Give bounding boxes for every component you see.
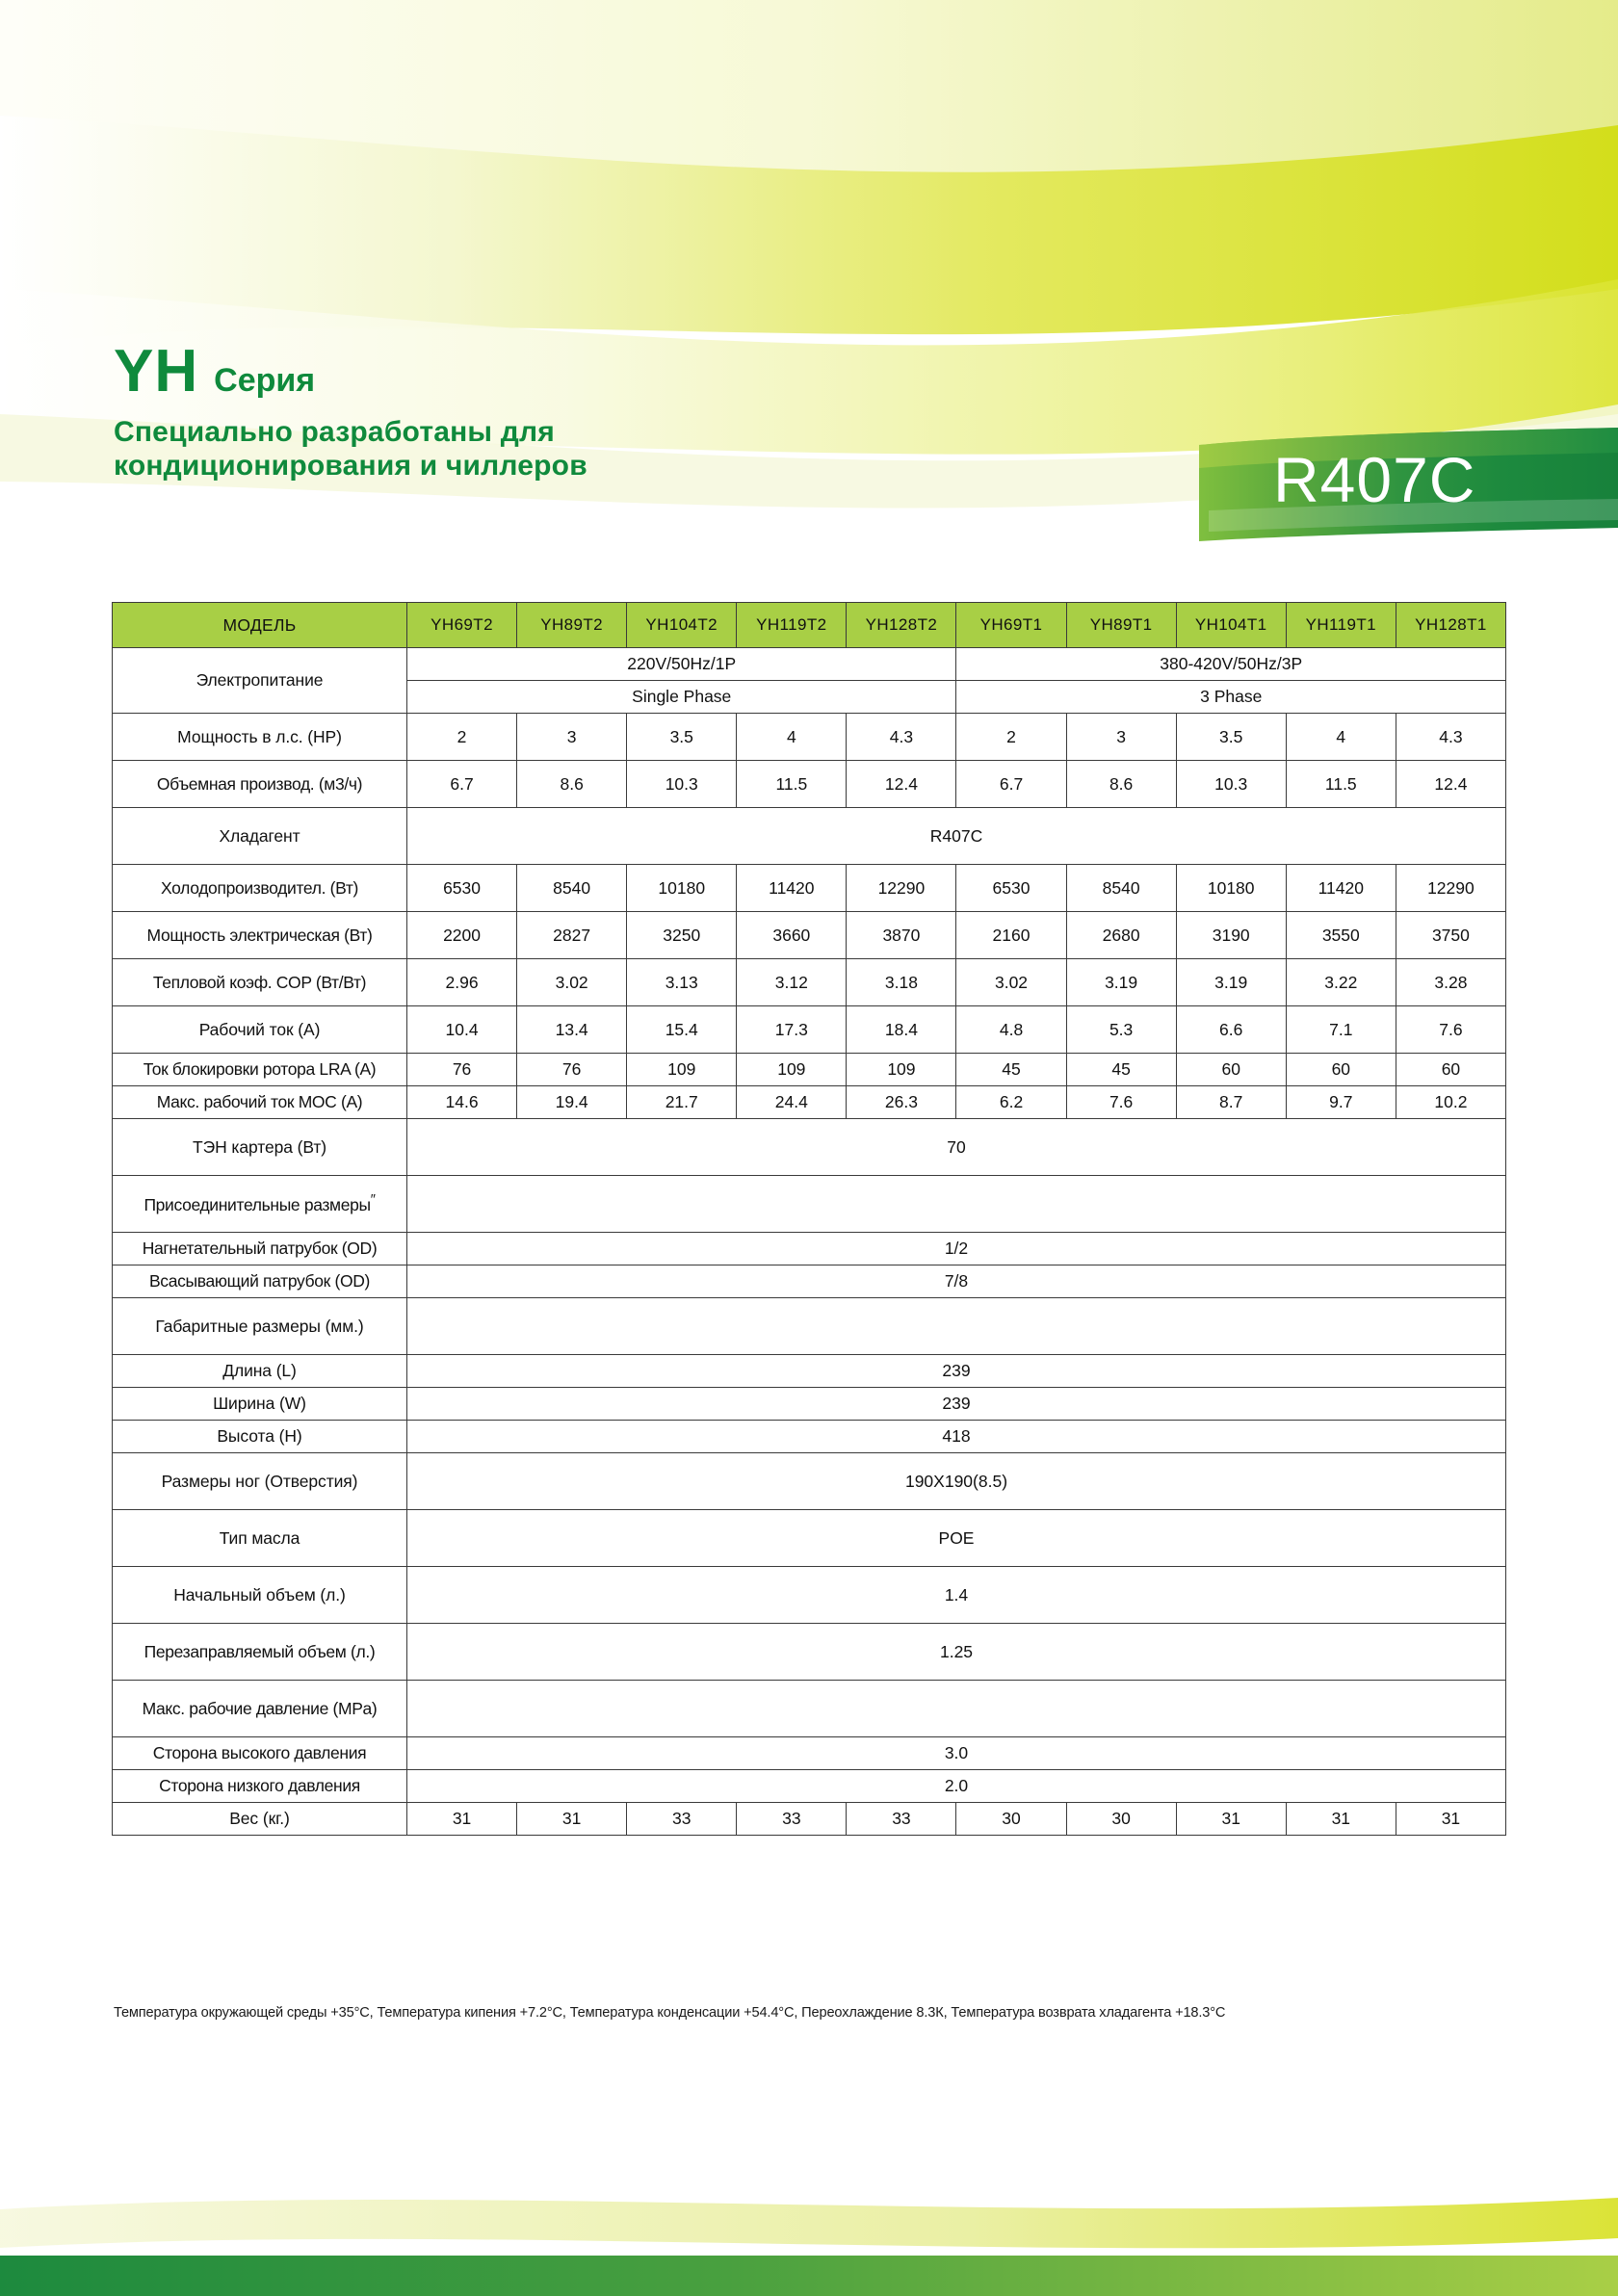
row-label: Мощность в л.с. (HP) [113, 714, 407, 761]
power-supply-single-phase-label: Single Phase [407, 681, 956, 714]
table-row [113, 1265, 1506, 1298]
row-merged-value: 2.0 [407, 1770, 1506, 1803]
row-value: 6.6 [1176, 1006, 1286, 1054]
row-value: 17.3 [737, 1006, 847, 1054]
row-label: Рабочий ток (А) [113, 1006, 407, 1054]
specification-table [112, 602, 1506, 1836]
table-header-row [113, 603, 1506, 648]
row-value: 12.4 [847, 761, 956, 808]
row-value: 31 [1176, 1803, 1286, 1836]
row-value: 4 [1286, 714, 1396, 761]
tagline [114, 415, 980, 483]
row-merged-value: 1.25 [407, 1624, 1506, 1681]
row-value: 4.3 [1396, 714, 1505, 761]
tagline-line-2: кондиционирования и чиллеров [114, 450, 587, 483]
row-value: 6.7 [407, 761, 517, 808]
row-label: Размеры ног (Отверстия) [113, 1453, 407, 1510]
row-label: Макс. рабочий ток MOC (A) [113, 1086, 407, 1119]
table-row [113, 1453, 1506, 1510]
row-merged-value: 418 [407, 1421, 1506, 1453]
row-value: 3.02 [517, 959, 627, 1006]
row-value: 10180 [627, 865, 737, 912]
row-value: 3.5 [1176, 714, 1286, 761]
column-header-model-0: YH69T2 [407, 603, 517, 648]
row-label: Присоединительные размеры″ [113, 1176, 407, 1233]
row-value: 3 [517, 714, 627, 761]
column-header-model: МОДЕЛЬ [113, 603, 407, 648]
row-merged-value [407, 1681, 1506, 1737]
row-label: Высота (H) [113, 1421, 407, 1453]
table-row [113, 1803, 1506, 1836]
row-value: 6530 [956, 865, 1066, 912]
row-value: 7.6 [1066, 1086, 1176, 1119]
row-merged-value: POE [407, 1510, 1506, 1567]
row-value: 26.3 [847, 1086, 956, 1119]
row-value: 2200 [407, 912, 517, 959]
row-label: Нагнетательный патрубок (OD) [113, 1233, 407, 1265]
table-row [113, 1567, 1506, 1624]
row-value: 7.6 [1396, 1006, 1505, 1054]
table-head [113, 603, 1506, 648]
row-value: 45 [956, 1054, 1066, 1086]
refrigerant-badge [1223, 435, 1618, 536]
conditions-footnote: Температура окружающей среды +35°C, Температура кипения +7.2°C, Температура конденсации +54.4°C, Переохлаждение 8.3К, Температура возврата хладагента +18.3°C [114, 2005, 1226, 2021]
table-row [113, 1737, 1506, 1770]
column-header-model-5: YH69T1 [956, 603, 1066, 648]
table-row [113, 1510, 1506, 1567]
row-value: 24.4 [737, 1086, 847, 1119]
row-value: 10.3 [1176, 761, 1286, 808]
row-value: 8.7 [1176, 1086, 1286, 1119]
row-value: 13.4 [517, 1006, 627, 1054]
table-row [113, 1233, 1506, 1265]
table-row [113, 1624, 1506, 1681]
table-row [113, 959, 1506, 1006]
row-label: Объемная производ. (м3/ч) [113, 761, 407, 808]
row-value: 2 [956, 714, 1066, 761]
row-value: 5.3 [1066, 1006, 1176, 1054]
masthead [114, 338, 980, 483]
table-row [113, 1006, 1506, 1054]
table-row [113, 1119, 1506, 1176]
specification-table-wrapper [112, 602, 1506, 1836]
row-value: 109 [737, 1054, 847, 1086]
tagline-line-1: Специально разработаны для [114, 416, 555, 448]
column-header-model-4: YH128T2 [847, 603, 956, 648]
row-label: Габаритные размеры (мм.) [113, 1298, 407, 1355]
row-value: 3190 [1176, 912, 1286, 959]
row-value: 8540 [517, 865, 627, 912]
row-merged-value [407, 1176, 1506, 1233]
row-merged-value: 1.4 [407, 1567, 1506, 1624]
row-value: 6.7 [956, 761, 1066, 808]
row-value: 31 [517, 1803, 627, 1836]
row-label: Ток блокировки ротора LRA (A) [113, 1054, 407, 1086]
row-value: 3660 [737, 912, 847, 959]
row-value: 3.12 [737, 959, 847, 1006]
row-value: 109 [847, 1054, 956, 1086]
table-row [113, 1421, 1506, 1453]
row-label: Холодопроизводител. (Вт) [113, 865, 407, 912]
column-header-model-1: YH89T2 [517, 603, 627, 648]
row-value: 7.1 [1286, 1006, 1396, 1054]
row-merged-value: R407C [407, 808, 1506, 865]
row-value: 8.6 [1066, 761, 1176, 808]
row-value: 2.96 [407, 959, 517, 1006]
table-row [113, 1054, 1506, 1086]
row-label: Вес (кг.) [113, 1803, 407, 1836]
table-row [113, 1681, 1506, 1737]
row-merged-value: 1/2 [407, 1233, 1506, 1265]
row-value: 15.4 [627, 1006, 737, 1054]
row-value: 3.02 [956, 959, 1066, 1006]
row-label: Сторона высокого давления [113, 1737, 407, 1770]
row-value: 3870 [847, 912, 956, 959]
row-value: 2160 [956, 912, 1066, 959]
row-label: Всасывающий патрубок (OD) [113, 1265, 407, 1298]
table-row [113, 714, 1506, 761]
row-value: 11.5 [1286, 761, 1396, 808]
row-label: Хладагент [113, 808, 407, 865]
inch-mark: ″ [370, 1192, 376, 1209]
table-row [113, 1298, 1506, 1355]
row-value: 12.4 [1396, 761, 1505, 808]
table-row [113, 808, 1506, 865]
row-value: 10180 [1176, 865, 1286, 912]
row-value: 9.7 [1286, 1086, 1396, 1119]
table-row [113, 1176, 1506, 1233]
row-value: 4.8 [956, 1006, 1066, 1054]
table-row [113, 912, 1506, 959]
table-row [113, 1355, 1506, 1388]
row-value: 30 [1066, 1803, 1176, 1836]
row-value: 60 [1396, 1054, 1505, 1086]
row-value: 18.4 [847, 1006, 956, 1054]
row-label: Электропитание [113, 648, 407, 714]
row-value: 33 [627, 1803, 737, 1836]
row-value: 30 [956, 1803, 1066, 1836]
row-value: 60 [1286, 1054, 1396, 1086]
table-body [113, 648, 1506, 1836]
row-value: 3.18 [847, 959, 956, 1006]
row-value: 2 [407, 714, 517, 761]
row-merged-value: 3.0 [407, 1737, 1506, 1770]
row-value: 11.5 [737, 761, 847, 808]
row-value: 33 [847, 1803, 956, 1836]
table-row [113, 1388, 1506, 1421]
row-value: 31 [1286, 1803, 1396, 1836]
row-value: 3.5 [627, 714, 737, 761]
row-value: 12290 [1396, 865, 1505, 912]
column-header-model-3: YH119T2 [737, 603, 847, 648]
row-value: 76 [407, 1054, 517, 1086]
row-value: 76 [517, 1054, 627, 1086]
row-value: 6530 [407, 865, 517, 912]
table-row [113, 865, 1506, 912]
row-value: 31 [1396, 1803, 1505, 1836]
row-label: Ширина (W) [113, 1388, 407, 1421]
column-header-model-2: YH104T2 [627, 603, 737, 648]
row-merged-value: 239 [407, 1388, 1506, 1421]
row-label: ТЭН картера (Вт) [113, 1119, 407, 1176]
brand-line [114, 338, 980, 404]
row-value: 109 [627, 1054, 737, 1086]
row-label: Тепловой коэф. COP (Вт/Вт) [113, 959, 407, 1006]
column-header-model-9: YH128T1 [1396, 603, 1505, 648]
row-merged-value: 190X190(8.5) [407, 1453, 1506, 1510]
row-value: 3.19 [1176, 959, 1286, 1006]
column-header-model-6: YH89T1 [1066, 603, 1176, 648]
row-label: Макс. рабочие давление (MPa) [113, 1681, 407, 1737]
row-value: 3750 [1396, 912, 1505, 959]
row-value: 3250 [627, 912, 737, 959]
row-label: Перезаправляемый объем (л.) [113, 1624, 407, 1681]
row-value: 4.3 [847, 714, 956, 761]
row-merged-value: 70 [407, 1119, 1506, 1176]
power-supply-three-phase-label: 3 Phase [956, 681, 1506, 714]
table-row [113, 1086, 1506, 1119]
row-merged-value [407, 1298, 1506, 1355]
table-row [113, 648, 1506, 681]
row-value: 45 [1066, 1054, 1176, 1086]
row-value: 2827 [517, 912, 627, 959]
footer-decoration [0, 2171, 1618, 2296]
row-value: 3550 [1286, 912, 1396, 959]
row-value: 10.3 [627, 761, 737, 808]
row-value: 3.22 [1286, 959, 1396, 1006]
row-value: 6.2 [956, 1086, 1066, 1119]
row-value: 4 [737, 714, 847, 761]
row-label: Тип масла [113, 1510, 407, 1567]
row-value: 10.2 [1396, 1086, 1505, 1119]
power-supply-three-phase-voltage: 380-420V/50Hz/3P [956, 648, 1506, 681]
row-value: 60 [1176, 1054, 1286, 1086]
row-label: Начальный объем (л.) [113, 1567, 407, 1624]
column-header-model-8: YH119T1 [1286, 603, 1396, 648]
row-value: 19.4 [517, 1086, 627, 1119]
row-value: 8.6 [517, 761, 627, 808]
row-value: 31 [407, 1803, 517, 1836]
row-value: 3 [1066, 714, 1176, 761]
row-merged-value: 7/8 [407, 1265, 1506, 1298]
brand-series-label: Серия [214, 362, 316, 399]
row-label: Мощность электрическая (Вт) [113, 912, 407, 959]
row-label: Длина (L) [113, 1355, 407, 1388]
refrigerant-badge-label: R407C [1273, 444, 1476, 515]
row-value: 11420 [737, 865, 847, 912]
table-row [113, 1770, 1506, 1803]
row-value: 14.6 [407, 1086, 517, 1119]
column-header-model-7: YH104T1 [1176, 603, 1286, 648]
table-row [113, 761, 1506, 808]
row-value: 2680 [1066, 912, 1176, 959]
row-value: 11420 [1286, 865, 1396, 912]
row-value: 3.28 [1396, 959, 1505, 1006]
row-value: 10.4 [407, 1006, 517, 1054]
row-label: Сторона низкого давления [113, 1770, 407, 1803]
row-value: 21.7 [627, 1086, 737, 1119]
row-value: 12290 [847, 865, 956, 912]
row-value: 33 [737, 1803, 847, 1836]
power-supply-single-phase-voltage: 220V/50Hz/1P [407, 648, 956, 681]
row-merged-value: 239 [407, 1355, 1506, 1388]
brand-name: YH [114, 338, 199, 404]
row-value: 3.19 [1066, 959, 1176, 1006]
row-value: 3.13 [627, 959, 737, 1006]
row-value: 8540 [1066, 865, 1176, 912]
